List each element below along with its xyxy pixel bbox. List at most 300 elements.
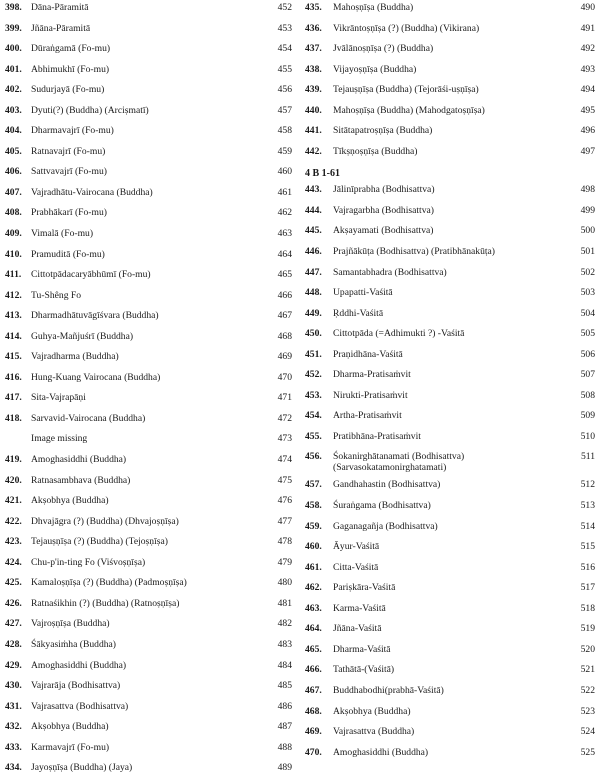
- index-entry: [5, 639, 292, 660]
- entry-page-number: 514: [580, 520, 595, 532]
- entry-page-number: 486: [277, 700, 292, 712]
- entry-page-number: 507: [580, 369, 595, 381]
- entry-title: Citta-Vaśitā: [333, 561, 379, 573]
- index-entry: [5, 331, 292, 352]
- entry-page-number: 484: [277, 659, 292, 671]
- index-entry: [5, 166, 292, 187]
- entry-title: Dharma-Pratisaṁvit: [333, 369, 411, 381]
- entry-page-number: 478: [277, 536, 292, 548]
- entry-number: 442.: [305, 145, 322, 157]
- index-entry: [5, 536, 292, 557]
- entry-title: Vijayoṣṇīṣa (Buddha): [333, 63, 417, 75]
- index-entry: [305, 664, 595, 685]
- entry-title: Dharmadhātuvāgīśvara (Buddha): [31, 310, 159, 322]
- entry-title: Sarvavid-Vairocana (Buddha): [31, 412, 146, 424]
- index-entry: [5, 495, 292, 516]
- entry-title: Vajragarbha (Bodhisattva): [333, 204, 434, 216]
- entry-number: 427.: [5, 618, 22, 630]
- entry-number: 422.: [5, 515, 22, 527]
- entry-number: 451.: [305, 348, 322, 360]
- entry-title: Ratnaśikhin (?) (Buddha) (Ratnoṣṇīṣa): [31, 597, 180, 609]
- entry-page-number: 488: [277, 741, 292, 753]
- index-entry: [5, 310, 292, 331]
- entry-page-number: 510: [580, 430, 595, 442]
- entry-title: Vajradhātu-Vairocana (Buddha): [31, 186, 153, 198]
- entry-number: 465.: [305, 643, 322, 655]
- entry-title: Vajrasattva (Buddha): [333, 726, 415, 738]
- index-entry: [305, 706, 595, 727]
- entry-number: 405.: [5, 145, 22, 157]
- entry-title: Jayoṣṇīṣa (Buddha) (Jaya): [31, 762, 133, 774]
- entry-page-number: 501: [580, 246, 595, 258]
- entry-title: Ratnavajrī (Fo-mu): [31, 145, 106, 157]
- index-entry: [305, 328, 595, 349]
- entry-number: 444.: [305, 204, 322, 216]
- entry-number: 428.: [5, 638, 22, 650]
- entry-title: Akṣobhya (Buddha): [31, 495, 109, 507]
- entry-number: 443.: [305, 184, 322, 196]
- entry-title-continued: (Sarvasokatamonirghatamati): [333, 462, 447, 474]
- entry-number: 400.: [5, 43, 22, 55]
- index-entry: [5, 577, 292, 598]
- entry-number: 435.: [305, 2, 322, 13]
- entry-title: Karma-Vaśitā: [333, 602, 386, 614]
- index-entry: [305, 747, 595, 768]
- index-entry: [5, 372, 292, 393]
- entry-title: Dharmavajrī (Fo-mu): [31, 125, 114, 137]
- entry-title: Sattvavajrī (Fo-mu): [31, 166, 107, 178]
- entry-page-number: 513: [580, 500, 595, 512]
- entry-title: Ratnasambhava (Buddha): [31, 474, 131, 486]
- entry-title: Nirukti-Pratisaṁvit: [333, 389, 408, 401]
- entry-page-number: 485: [277, 680, 292, 692]
- entry-number: 413.: [5, 310, 22, 322]
- entry-number: 453.: [305, 389, 322, 401]
- entry-title: Gaganagañja (Bodhisattva): [333, 520, 438, 532]
- entry-title: Mahoṣṇīṣa (Buddha) (Mahodgatoṣṇīṣa): [333, 104, 485, 116]
- index-entry: [5, 701, 292, 722]
- entry-page-number: 470: [277, 371, 292, 383]
- entry-page-number: 489: [277, 762, 292, 774]
- entry-title: Akṣayamati (Bodhisattva): [333, 225, 434, 237]
- index-entry: [305, 479, 595, 500]
- entry-number: 432.: [5, 721, 22, 733]
- entry-page-number: 521: [580, 664, 595, 676]
- entry-title: Amoghasiddhi (Buddha): [31, 454, 127, 466]
- entry-page-number: 464: [277, 248, 292, 260]
- entry-number: 414.: [5, 330, 22, 342]
- entry-page-number: 520: [580, 643, 595, 655]
- entry-number: 446.: [305, 246, 322, 258]
- index-entry: [5, 516, 292, 537]
- entry-title: Image missing: [31, 433, 88, 445]
- entry-number: 402.: [5, 84, 22, 96]
- section-heading: 4 B 1-61: [305, 168, 340, 180]
- entry-page-number: 495: [580, 104, 595, 116]
- entry-title: Samantabhadra (Bodhisattva): [333, 266, 447, 278]
- entry-title: Āyur-Vaśitā: [333, 541, 380, 553]
- entry-title: Tejauṣṇīṣa (?) (Buddha) (Tejoṣṇīṣa): [31, 536, 168, 548]
- entry-number: 411.: [5, 269, 22, 281]
- entry-title: Akṣobhya (Buddha): [333, 705, 411, 717]
- index-entry: [5, 351, 292, 372]
- entry-title: Vajroṣṇīṣa (Buddha): [31, 618, 110, 630]
- index-entry: [305, 644, 595, 665]
- entry-page-number: 490: [580, 2, 595, 13]
- entry-page-number: 475: [277, 474, 292, 486]
- entry-page-number: 481: [277, 597, 292, 609]
- entry-number: 463.: [305, 602, 322, 614]
- entry-page-number: 524: [580, 726, 595, 738]
- entry-number: 458.: [305, 500, 322, 512]
- entry-title: Jālinīprabha (Bodhisattva): [333, 184, 435, 196]
- entry-number: 408.: [5, 207, 22, 219]
- index-entry: [5, 64, 292, 85]
- entry-number: 448.: [305, 287, 322, 299]
- entry-number: 466.: [305, 664, 322, 676]
- entry-page-number: 515: [580, 541, 595, 553]
- index-entry: [5, 125, 292, 146]
- entry-title: Dharma-Vaśitā: [333, 643, 391, 655]
- entry-number: 398.: [5, 2, 22, 13]
- index-entry: [305, 369, 595, 390]
- entry-title: Amoghasiddhi (Buddha): [31, 659, 127, 671]
- entry-title: Kamaloṣṇīṣa (?) (Buddha) (Padmoṣṇīṣa): [31, 577, 187, 589]
- entry-title: Śuraṅgama (Bodhisattva): [333, 500, 431, 512]
- entry-page-number: 502: [580, 266, 595, 278]
- entry-page-number: 456: [277, 84, 292, 96]
- entry-title: Hung-Kuang Vairocana (Buddha): [31, 371, 161, 383]
- entry-number: 431.: [5, 700, 22, 712]
- index-entry: [305, 623, 595, 644]
- index-entry: [305, 562, 595, 583]
- entry-number: 409.: [5, 228, 22, 240]
- index-entry: [5, 84, 292, 105]
- index-entry: [5, 433, 292, 454]
- entry-title: Gandhahastin (Bodhisattva): [333, 479, 441, 491]
- index-entry: [5, 413, 292, 434]
- entry-page-number: 500: [580, 225, 595, 237]
- section-heading-row: [305, 166, 595, 184]
- entry-title: Ṛddhi-Vaśitā: [333, 307, 384, 319]
- entry-title: Buddhabodhi(prabhā-Vaśitā): [333, 684, 444, 696]
- entry-number: 416.: [5, 371, 22, 383]
- index-entry: [305, 225, 595, 246]
- index-entry: [305, 726, 595, 747]
- index-entry: [305, 146, 595, 167]
- index-entry: [5, 2, 292, 23]
- index-entry: [5, 105, 292, 126]
- entry-page-number: 463: [277, 228, 292, 240]
- entry-number: 434.: [5, 762, 22, 774]
- entry-number: 399.: [5, 22, 22, 34]
- entry-page-number: 471: [277, 392, 292, 404]
- entry-title: Dūraṅgamā (Fo-mu): [31, 43, 111, 55]
- entry-title: Śokanirghātanamati (Bodhisattva): [333, 451, 465, 463]
- entry-title: Pratibhāna-Pratisaṁvit: [333, 430, 421, 442]
- index-entry: [305, 603, 595, 624]
- entry-number: 445.: [305, 225, 322, 237]
- entry-page-number: 453: [277, 22, 292, 34]
- entry-title: Pramuditā (Fo-mu): [31, 248, 105, 260]
- index-entry: [305, 23, 595, 44]
- index-entry: [305, 451, 595, 479]
- index-entry: [305, 500, 595, 521]
- index-entry: [5, 23, 292, 44]
- entry-title: Akṣobhya (Buddha): [31, 721, 109, 733]
- entry-title: Abhimukhī (Fo-mu): [31, 63, 110, 75]
- entry-page-number: 516: [580, 561, 595, 573]
- entry-number: 417.: [5, 392, 22, 404]
- entry-number: 437.: [305, 43, 322, 55]
- index-entry: [5, 721, 292, 742]
- entry-title: Tejauṣṇīṣa (Buddha) (Tejorāśi-uṣṇīṣa): [333, 84, 479, 96]
- index-entry: [305, 390, 595, 411]
- entry-number: 460.: [305, 541, 322, 553]
- entry-title: Śākyasiṁha (Buddha): [31, 638, 116, 650]
- entry-number: 436.: [305, 22, 322, 34]
- entry-number: 404.: [5, 125, 22, 137]
- entry-number: 407.: [5, 186, 22, 198]
- entry-number: 447.: [305, 266, 322, 278]
- entry-title: Jñāna-Vaśitā: [333, 623, 382, 635]
- index-entry: [305, 521, 595, 542]
- index-entry: [305, 541, 595, 562]
- index-right-column: [305, 2, 595, 767]
- index-entry: [5, 290, 292, 311]
- index-entry: [5, 454, 292, 475]
- entry-number: 440.: [305, 104, 322, 116]
- entry-page-number: 458: [277, 125, 292, 137]
- entry-title: Dāna-Pāramitā: [31, 2, 89, 13]
- entry-title: Sitātapatroṣṇīṣa (Buddha): [333, 125, 433, 137]
- entry-number: 462.: [305, 582, 322, 594]
- index-entry: [305, 349, 595, 370]
- index-entry: [305, 431, 595, 452]
- index-entry: [5, 762, 292, 783]
- entry-title: Karmavajrī (Fo-mu): [31, 741, 110, 753]
- index-entry: [305, 582, 595, 603]
- entry-page-number: 491: [580, 22, 595, 34]
- entry-page-number: 512: [580, 479, 595, 491]
- entry-page-number: 465: [277, 269, 292, 281]
- entry-title: Chu-p'in-ting Fo (Viśvoṣṇīṣa): [31, 556, 146, 568]
- index-entry: [305, 685, 595, 706]
- entry-page-number: 482: [277, 618, 292, 630]
- entry-page-number: 492: [580, 43, 595, 55]
- entry-page-number: 487: [277, 721, 292, 733]
- entry-number: 426.: [5, 597, 22, 609]
- entry-page-number: 454: [277, 43, 292, 55]
- entry-title: Artha-Pratisaṁvit: [333, 410, 402, 422]
- entry-number: 403.: [5, 104, 22, 116]
- entry-title: Mahoṣṇīṣa (Buddha): [333, 2, 414, 13]
- entry-title: Amoghasiddhi (Buddha): [333, 746, 429, 758]
- entry-page-number: 518: [580, 602, 595, 614]
- index-entry: [5, 680, 292, 701]
- entry-page-number: 523: [580, 705, 595, 717]
- entry-title: Vajrasattva (Bodhisattva): [31, 700, 129, 712]
- index-entry: [305, 246, 595, 267]
- index-entry: [5, 249, 292, 270]
- entry-number: 418.: [5, 412, 22, 424]
- entry-number: 401.: [5, 63, 22, 75]
- entry-page-number: 494: [580, 84, 595, 96]
- entry-number: 467.: [305, 684, 322, 696]
- entry-number: 469.: [305, 726, 322, 738]
- entry-number: 457.: [305, 479, 322, 491]
- entry-page-number: 467: [277, 310, 292, 322]
- index-entry: [305, 267, 595, 288]
- entry-number: 464.: [305, 623, 322, 635]
- index-entry: [5, 598, 292, 619]
- entry-number: 430.: [5, 680, 22, 692]
- entry-title: Tathātā-(Vaśitā): [333, 664, 395, 676]
- index-entry: [5, 43, 292, 64]
- index-entry: [5, 187, 292, 208]
- index-entry: [5, 228, 292, 249]
- entry-page-number: 505: [580, 328, 595, 340]
- entry-title: Vikrāntoṣṇīṣa (?) (Buddha) (Vikirana): [333, 22, 480, 34]
- index-entry: [5, 269, 292, 290]
- entry-number: 406.: [5, 166, 22, 178]
- entry-page-number: 498: [580, 184, 595, 196]
- entry-number: 450.: [305, 328, 322, 340]
- entry-title: Praṇidhāna-Vaśitā: [333, 348, 403, 360]
- index-entry: [5, 557, 292, 578]
- entry-page-number: 461: [277, 186, 292, 198]
- entry-page-number: 462: [277, 207, 292, 219]
- entry-page-number: 455: [277, 63, 292, 75]
- entry-page-number: 474: [277, 454, 292, 466]
- index-entry: [5, 475, 292, 496]
- index-entry: [305, 125, 595, 146]
- entry-page-number: 517: [580, 582, 595, 594]
- index-entry: [305, 2, 595, 23]
- entry-page-number: 460: [277, 166, 292, 178]
- entry-page-number: 506: [580, 348, 595, 360]
- entry-title: Cittotpāda (=Adhimukti ?) -Vaśitā: [333, 328, 465, 340]
- entry-number: 452.: [305, 369, 322, 381]
- entry-title: Vajrarāja (Bodhisattva): [31, 680, 121, 692]
- entry-number: 470.: [305, 746, 322, 758]
- entry-page-number: 508: [580, 389, 595, 401]
- index-entry: [305, 84, 595, 105]
- entry-number: 424.: [5, 556, 22, 568]
- entry-page-number: 459: [277, 145, 292, 157]
- index-entry: [5, 392, 292, 413]
- entry-page-number: 519: [580, 623, 595, 635]
- entry-number: 421.: [5, 495, 22, 507]
- index-entry: [305, 64, 595, 85]
- entry-page-number: 509: [580, 410, 595, 422]
- entry-title: Sita-Vajrapāṇi: [31, 392, 86, 404]
- entry-number: 420.: [5, 474, 22, 486]
- index-entry: [5, 146, 292, 167]
- entry-number: 439.: [305, 84, 322, 96]
- entry-title: Dhvajāgra (?) (Buddha) (Dhvajoṣṇīṣa): [31, 515, 179, 527]
- entry-page-number: 503: [580, 287, 595, 299]
- index-entry: [305, 205, 595, 226]
- entry-title: Tu-Shêng Fo: [31, 289, 82, 301]
- entry-page-number: 499: [580, 204, 595, 216]
- index-entry: [305, 410, 595, 431]
- index-entry: [5, 618, 292, 639]
- index-left-column: [5, 2, 292, 783]
- index-entry: [305, 105, 595, 126]
- index-entry: [5, 742, 292, 763]
- index-entry: [305, 287, 595, 308]
- entry-number: 438.: [305, 63, 322, 75]
- entry-page-number: 496: [580, 125, 595, 137]
- entry-number: 423.: [5, 536, 22, 548]
- entry-page-number: 480: [277, 577, 292, 589]
- entry-title: Prabhākarī (Fo-mu): [31, 207, 107, 219]
- entry-number: 425.: [5, 577, 22, 589]
- entry-title: Pariṣkāra-Vaśitā: [333, 582, 396, 594]
- entry-number: 455.: [305, 430, 322, 442]
- entry-number: 433.: [5, 741, 22, 753]
- entry-page-number: 497: [580, 145, 595, 157]
- entry-number: 461.: [305, 561, 322, 573]
- entry-page-number: 522: [580, 684, 595, 696]
- entry-page-number: 472: [277, 412, 292, 424]
- entry-title: Cittotpādacaryābhūmī (Fo-mu): [31, 269, 151, 281]
- entry-page-number: 457: [277, 104, 292, 116]
- entry-number: 459.: [305, 520, 322, 532]
- entry-title: Sudurjayā (Fo-mu): [31, 84, 105, 96]
- entry-page-number: 473: [277, 433, 292, 445]
- index-entry: [5, 207, 292, 228]
- index-entry: [305, 184, 595, 205]
- entry-title: Guhya-Mañjuśrī (Buddha): [31, 330, 134, 342]
- entry-number: 415.: [5, 351, 22, 363]
- entry-page-number: 504: [580, 307, 595, 319]
- entry-page-number: 511: [580, 451, 595, 463]
- entry-title: Jvālānoṣṇīṣa (?) (Buddha): [333, 43, 434, 55]
- entry-page-number: 477: [277, 515, 292, 527]
- entry-number: 449.: [305, 307, 322, 319]
- entry-page-number: 452: [277, 2, 292, 13]
- entry-number: 429.: [5, 659, 22, 671]
- entry-title: Tīkṣṇoṣṇīṣa (Buddha): [333, 145, 418, 157]
- entry-page-number: 466: [277, 289, 292, 301]
- entry-title: Vajradharma (Buddha): [31, 351, 119, 363]
- entry-number: 456.: [305, 451, 322, 463]
- entry-title: Prajñākūṭa (Bodhisattva) (Pratibhānakūṭa): [333, 246, 495, 258]
- entry-number: 410.: [5, 248, 22, 260]
- entry-page-number: 483: [277, 638, 292, 650]
- entry-page-number: 525: [580, 746, 595, 758]
- entry-title: Upapatti-Vaśitā: [333, 287, 393, 299]
- entry-page-number: 476: [277, 495, 292, 507]
- index-entry: [305, 43, 595, 64]
- index-entry: [5, 660, 292, 681]
- entry-page-number: 469: [277, 351, 292, 363]
- entry-title: Jñāna-Pāramitā: [31, 22, 91, 34]
- entry-page-number: 468: [277, 330, 292, 342]
- index-entry: [305, 308, 595, 329]
- entry-number: 441.: [305, 125, 322, 137]
- entry-number: 419.: [5, 454, 22, 466]
- entry-page-number: 493: [580, 63, 595, 75]
- entry-page-number: 479: [277, 556, 292, 568]
- entry-number: 412.: [5, 289, 22, 301]
- entry-title: Dyuti(?) (Buddha) (Arciṣmatī): [31, 104, 149, 116]
- entry-title: Vimalā (Fo-mu): [31, 228, 94, 240]
- entry-number: 454.: [305, 410, 322, 422]
- entry-number: 468.: [305, 705, 322, 717]
